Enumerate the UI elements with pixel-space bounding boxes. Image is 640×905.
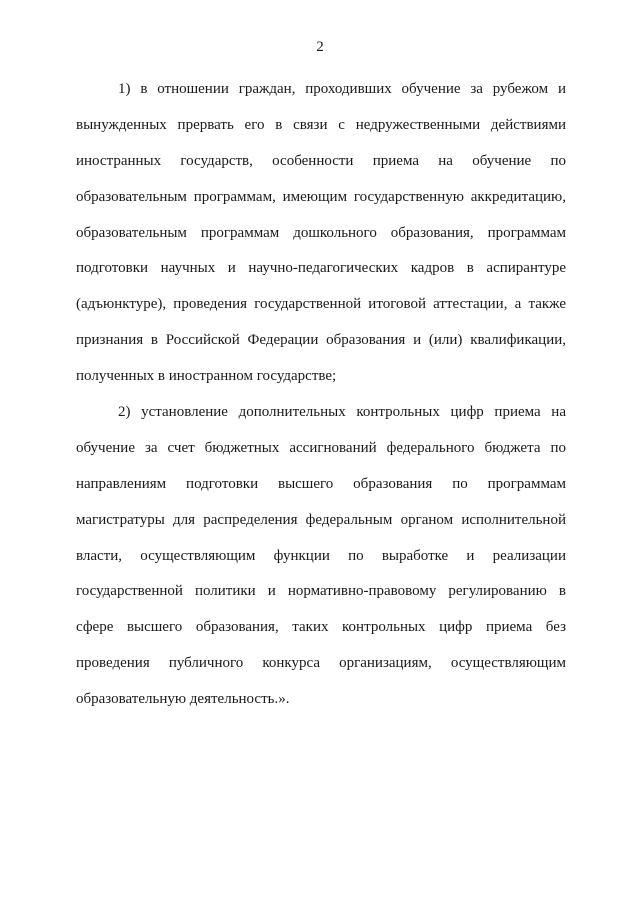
paragraph-line: образовательным программам, имеющим государственную аккредитацию, xyxy=(76,188,566,205)
paragraph-line: сфере высшего образования, таких контрольных цифр приема без xyxy=(76,619,566,636)
paragraph-line: власти, осуществляющим функции по выработке и реализации xyxy=(76,547,566,564)
paragraph-line: 2) установление дополнительных контрольных цифр приема на xyxy=(118,404,566,421)
paragraph-line: образовательным программам дошкольного образования, программам xyxy=(76,224,566,241)
paragraph-line: 1) в отношении граждан, проходивших обучение за рубежом и xyxy=(118,81,566,97)
paragraph-line: образовательную деятельность.». xyxy=(76,691,290,708)
paragraph-line: проведения публичного конкурса организациям, осуществляющим xyxy=(76,655,566,672)
paragraph-line: полученных в иностранном государстве; xyxy=(76,368,337,385)
paragraph-line: (адъюнктуре), проведения государственной итоговой аттестации, а также xyxy=(76,296,566,313)
paragraph-line: вынужденных прервать его в связи с недружественными действиями xyxy=(76,116,566,133)
paragraph-line: государственной политики и нормативно-правовому регулированию в xyxy=(76,583,566,600)
paragraph-1 xyxy=(76,72,566,395)
paragraph-line: признания в Российской Федерации образования и (или) квалификации, xyxy=(76,332,566,349)
paragraph-line: подготовки научных и научно-педагогических кадров в аспирантуре xyxy=(76,260,566,277)
document-body xyxy=(76,72,566,718)
paragraph-line: магистратуры для распределения федеральным органом исполнительной xyxy=(76,511,566,528)
page-number: 2 xyxy=(316,39,324,55)
paragraph-2 xyxy=(76,395,566,718)
paragraph-line: обучение за счет бюджетных ассигнований федерального бюджета по xyxy=(76,439,566,456)
paragraph-line: иностранных государств, особенности приема на обучение по xyxy=(76,152,566,169)
paragraph-line: направлениям подготовки высшего образования по программам xyxy=(76,475,566,492)
